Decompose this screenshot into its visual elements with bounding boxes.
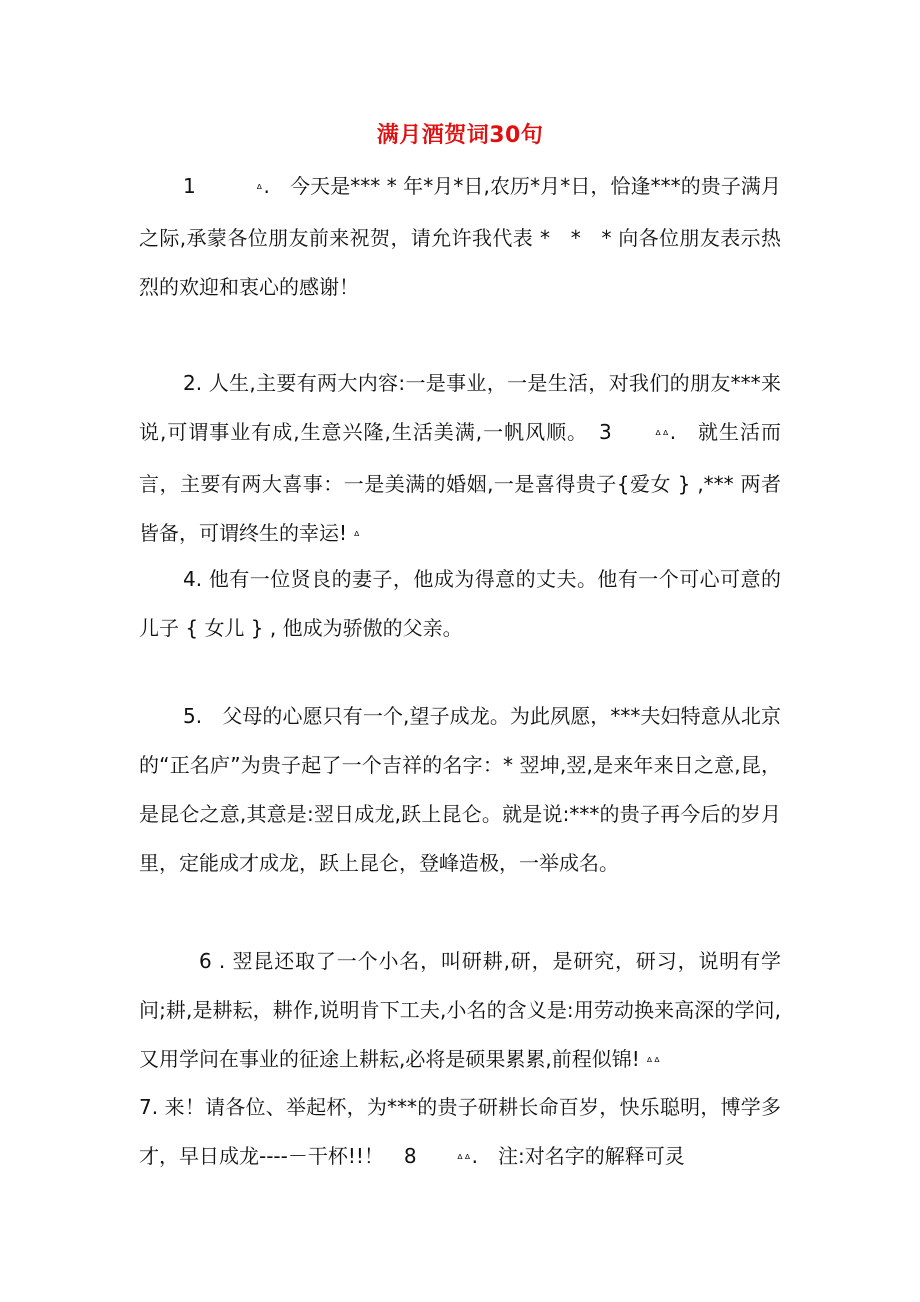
paragraph-text: 6 . 翌昆还取了一个小名，叫研耕,研，是研究，研习，说明有学问;耕,是耕耘，耕作,说明肯下工夫,小名的含义是:用劳动换来高深的学问,又用学问在事业的征途上耕耘,必将是硕果累累,前程似锦! (139, 949, 781, 1071)
paragraph-7-8 (139, 1083, 781, 1184)
paragraph-2-3 (139, 359, 781, 561)
footnote-mark-icon: ᐞ (256, 182, 264, 196)
paragraph-text: . 今天是*** * 年*月*日,农历*月*日，恰逢***的贵子满月之际,承蒙各位朋友前来祝贺，请允许我代表 * * * 向各位朋友表示热烈的欢迎和衷心的感谢！ (139, 174, 781, 299)
footnote-mark-icon: ᐞᐞ (456, 1152, 472, 1166)
paragraph-5 (139, 692, 781, 888)
paragraph-text: . 注:对名字的解释可灵 (471, 1144, 685, 1168)
paragraph-1 (139, 162, 781, 312)
paragraph-4 (139, 555, 781, 653)
paragraph-text: 4. 他有一位贤良的妻子，他成为得意的丈夫。他有一个可心可意的儿子 { 女儿 } , 他成为骄傲的父亲。 (139, 567, 781, 640)
paragraph-6 (139, 937, 781, 1087)
paragraph-text: 1 (183, 174, 257, 198)
footnote-mark-icon: ᐞ (353, 529, 361, 543)
paragraph-text: 5. 父母的心愿只有一个,望子成龙。为此夙愿，***夫妇特意从北京的“正名庐”为贵子起了一个吉祥的名字：* 翌坤,翌,是来年来日之意,昆，是昆仑之意,其意是:翌日成龙,跃上昆仑。就是说:***的贵子再今后的岁月里，定能成才成龙，跃上昆仑，登峰造极，一举成名。 (139, 704, 781, 875)
footnote-mark-icon: ᐞᐞ (654, 428, 670, 442)
page-title: 满月酒贺词30句 (376, 123, 544, 148)
paragraph-text: . 就生活而言，主要有两大喜事：一是美满的婚姻,一是喜得贵子{爱女 } ,*** 两者皆备，可谓终生的幸运! (139, 420, 782, 545)
footnote-mark-icon: ᐞᐞ (646, 1055, 662, 1069)
paragraph-text: 7. 来！请各位、举起杯，为***的贵子研耕长命百岁，快乐聪明，博学多才，早日成龙----－干杯!!！ 8 (139, 1095, 781, 1168)
paragraph-text: 2. 人生,主要有两大内容:一是事业，一是生活，对我们的朋友***来说,可谓事业有成,生意兴隆,生活美满,一帆风顺。 3 (139, 371, 781, 444)
